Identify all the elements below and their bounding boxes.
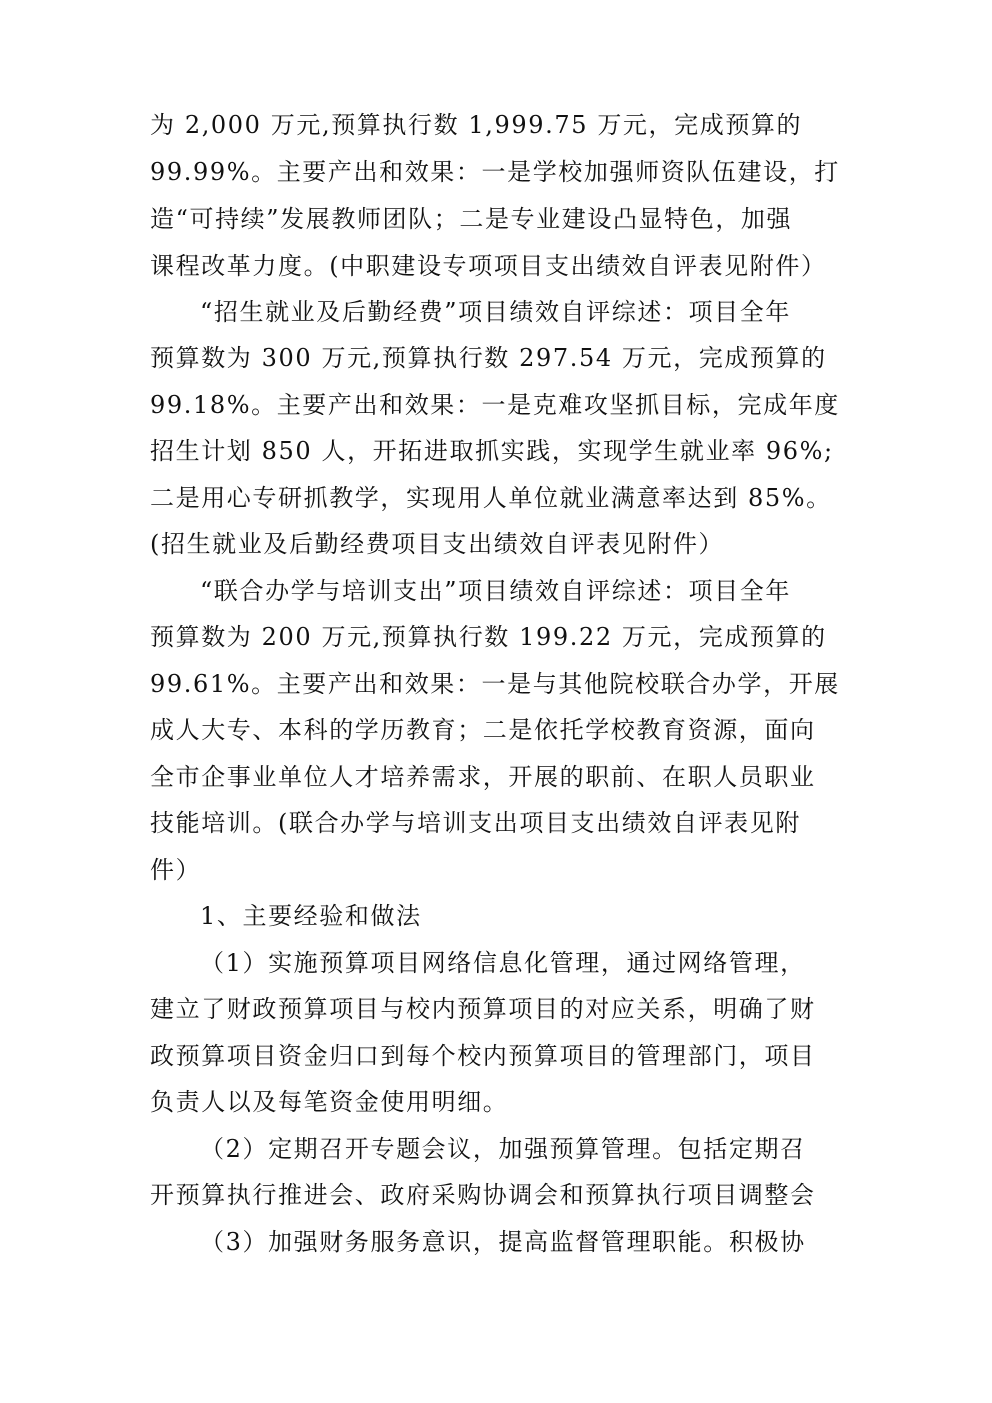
section-heading: 1、主要经验和做法 bbox=[200, 902, 422, 930]
text-line: 课程改革力度。(中职建设专项项目支出绩效自评表见附件） bbox=[150, 252, 827, 280]
text-line: 二是用心专研抓教学，实现用人单位就业满意率达到 85%。 bbox=[150, 484, 832, 512]
text-line: 负责人以及每笔资金使用明细。 bbox=[150, 1088, 509, 1116]
paragraph-start-line: （2）定期召开专题会议，加强预算管理。包括定期召 bbox=[200, 1135, 806, 1163]
text-line: 技能培训。(联合办学与培训支出项目支出绩效自评表见附 bbox=[150, 809, 801, 837]
text-line: 造“可持续”发展教师团队；二是专业建设凸显特色，加强 bbox=[150, 205, 793, 233]
text-line: 99.18%。主要产出和效果：一是克难攻坚抓目标，完成年度 bbox=[150, 391, 840, 419]
text-line: 建立了财政预算项目与校内预算项目的对应关系，明确了财 bbox=[150, 995, 816, 1023]
text-line: 99.99%。主要产出和效果：一是学校加强师资队伍建设，打 bbox=[150, 158, 840, 186]
text-line: 全市企事业单位人才培养需求，开展的职前、在职人员职业 bbox=[150, 763, 816, 791]
paragraph-start-line: （3）加强财务服务意识，提高监督管理职能。积极协 bbox=[200, 1228, 806, 1256]
text-line: 政预算项目资金归口到每个校内预算项目的管理部门，项目 bbox=[150, 1042, 816, 1070]
paragraph-start-line: （1）实施预算项目网络信息化管理，通过网络管理， bbox=[200, 949, 806, 977]
text-line: 件） bbox=[150, 856, 202, 884]
text-line: 预算数为 300 万元,预算执行数 297.54 万元，完成预算的 bbox=[150, 344, 827, 372]
text-line: 99.61%。主要产出和效果：一是与其他院校联合办学，开展 bbox=[150, 670, 840, 698]
text-line: 开预算执行推进会、政府采购协调会和预算执行项目调整会 bbox=[150, 1181, 816, 1209]
text-line: 预算数为 200 万元,预算执行数 199.22 万元，完成预算的 bbox=[150, 623, 827, 651]
paragraph-start-line: “联合办学与培训支出”项目绩效自评综述：项目全年 bbox=[200, 577, 791, 605]
text-line: 招生计划 850 人，开拓进取抓实践，实现学生就业率 96%; bbox=[150, 437, 834, 465]
text-line: 成人大专、本科的学历教育；二是依托学校教育资源，面向 bbox=[150, 716, 816, 744]
text-line: 为 2,000 万元,预算执行数 1,999.75 万元，完成预算的 bbox=[150, 111, 803, 139]
text-line: (招生就业及后勤经费项目支出绩效自评表见附件） bbox=[150, 530, 725, 558]
paragraph-start-line: “招生就业及后勤经费”项目绩效自评综述：项目全年 bbox=[200, 298, 791, 326]
